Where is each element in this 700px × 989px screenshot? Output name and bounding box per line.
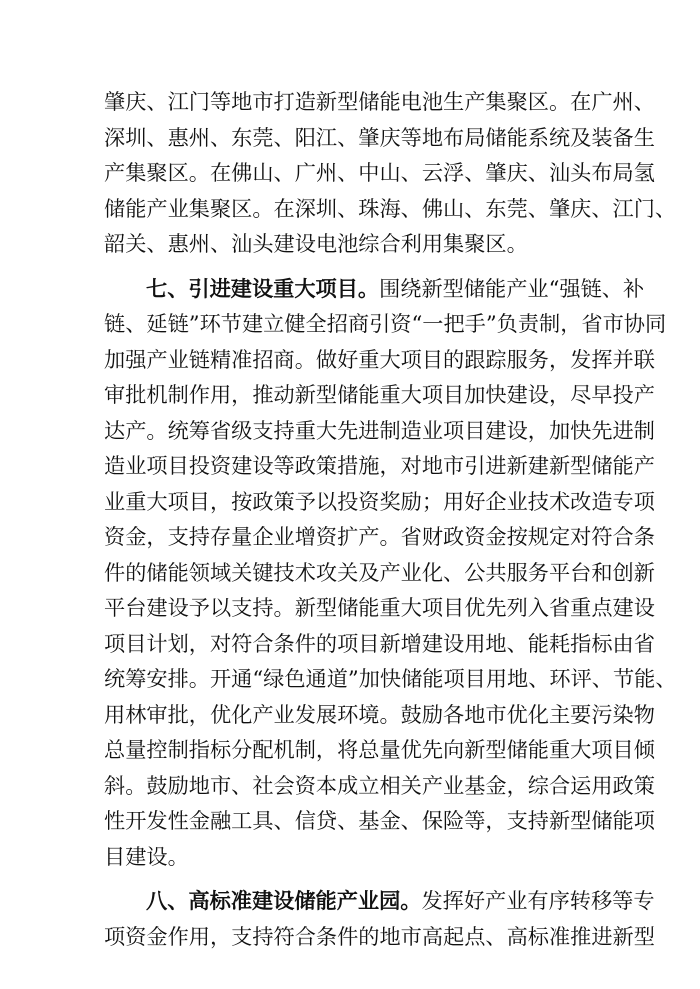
text-line: 斜。鼓励地市、社会资本成立相关产业基金，综合运用政策 (104, 772, 655, 798)
text-line: 目建设。 (104, 843, 189, 869)
text-line: 统筹安排。开通“绿色通道”加快储能项目用地、环评、节能、 (104, 666, 677, 691)
text-line: 加强产业链精准招商。做好重大项目的跟踪服务，发挥并联 (104, 346, 655, 372)
document-body (104, 84, 677, 954)
text-line: 审批机制作用，推动新型储能重大项目加快建设，尽早投产 (104, 382, 655, 407)
text-line: 资金，支持存量企业增资扩产。省财政资金按规定对符合条 (104, 524, 655, 549)
text-line: 性开发性金融工具、信贷、基金、保险等，支持新型储能项 (104, 808, 655, 833)
text-line: 韶关、惠州、汕头建设电池综合利用集聚区。 (104, 231, 528, 256)
text-fragment: 围绕新型储能产业“强链、补 (379, 275, 645, 301)
text-line: 件的储能领域关键技术攻关及产业化、公共服务平台和创新 (104, 559, 655, 585)
text-line: 造业项目投资建设等政策措施，对地市引进新建新型储能产 (104, 453, 655, 478)
text-line: 平台建设予以支持。新型储能重大项目优先列入省重点建设 (104, 595, 655, 620)
section-heading: 七、引进建设重大项目。 (146, 275, 380, 301)
text-line: 达产。统筹省级支持重大先进制造业项目建设，加快先进制 (104, 417, 655, 443)
paragraph-industrial-clusters (104, 84, 677, 262)
text-line: 项目计划，对符合条件的项目新增建设用地、能耗指标由省 (104, 630, 655, 656)
text-line: 链、延链”环节建立健全招商引资“一把手”负责制，省市协同 (104, 311, 667, 336)
text-fragment: 发挥好产业有序转移等专 (421, 888, 655, 913)
text-line: 储能产业集聚区。在深圳、珠海、佛山、东莞、肇庆、江门、 (104, 195, 677, 221)
text-line: 产集聚区。在佛山、广州、中山、云浮、肇庆、汕头布局氢 (104, 160, 655, 185)
text-line: 业重大项目，按政策予以投资奖励；用好企业技术改造专项 (104, 488, 655, 514)
text-line (104, 883, 655, 919)
text-line: 深圳、惠州、东莞、阳江、肇庆等地布局储能系统及装备生 (104, 124, 655, 150)
text-line: 肇庆、江门等地市打造新型储能电池生产集聚区。在广州、 (104, 89, 655, 114)
text-line: 项资金作用，支持符合条件的地市高起点、高标准推进新型 (104, 923, 655, 949)
paragraph-section-8 (104, 883, 655, 954)
paragraph-section-7 (104, 271, 677, 875)
paragraph-spacer (104, 874, 600, 883)
section-heading: 八、高标准建设储能产业园。 (146, 888, 422, 913)
paragraph-spacer (104, 262, 600, 271)
text-line (104, 271, 645, 307)
text-line: 用林审批，优化产业发展环境。鼓励各地市优化主要污染物 (104, 701, 655, 727)
text-line: 总量控制指标分配机制，将总量优先向新型储能重大项目倾 (104, 737, 655, 762)
